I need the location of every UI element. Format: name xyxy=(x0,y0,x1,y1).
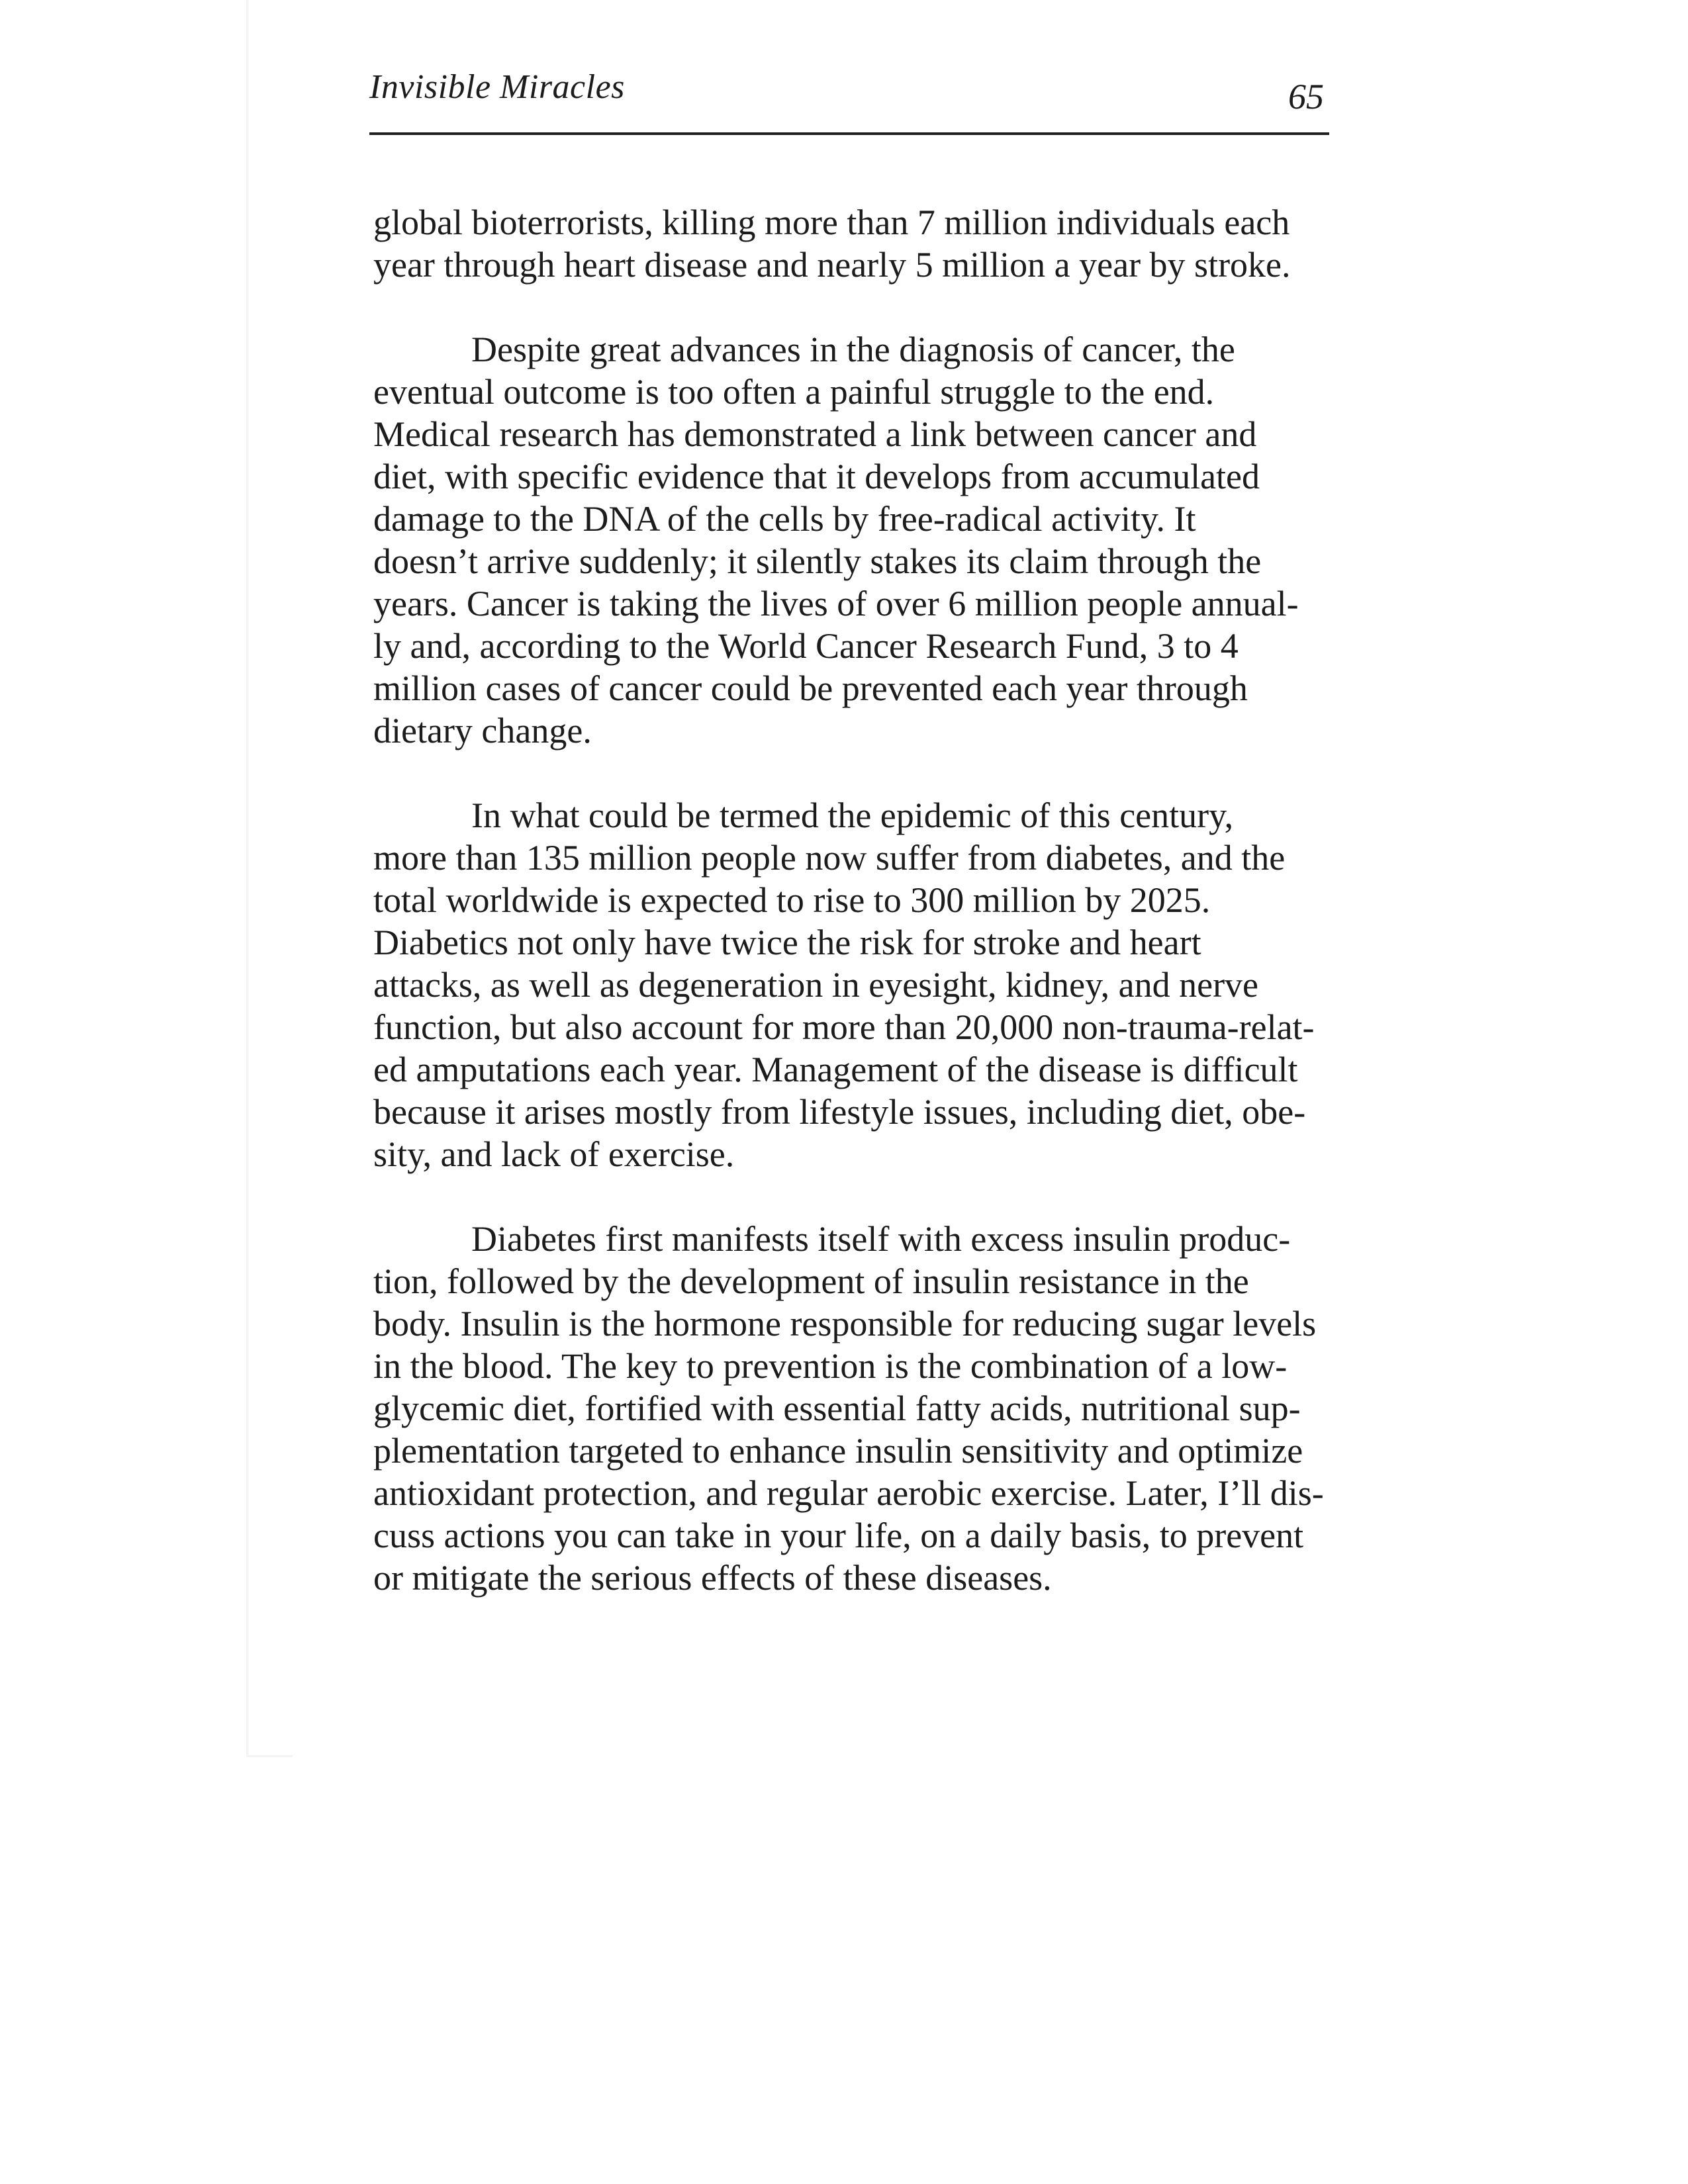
text-line: Medical research has demonstrated a link between cancer and xyxy=(373,414,1257,454)
running-header xyxy=(369,66,1329,135)
body-text xyxy=(369,201,1329,1599)
text-line: total worldwide is expected to rise to 300 million by 2025. xyxy=(373,880,1211,920)
text-line: antioxidant protection, and regular aerobic exercise. Later, I’ll dis- xyxy=(373,1473,1324,1513)
paragraph-2 xyxy=(373,328,1329,752)
text-line: Despite great advances in the diagnosis of cancer, the xyxy=(471,330,1235,369)
text-line: glycemic diet, fortified with essential fatty acids, nutritional sup- xyxy=(373,1388,1301,1428)
paragraph-4 xyxy=(373,1218,1329,1599)
running-title: Invisible Miracles xyxy=(369,68,625,106)
scan-shadow-edge xyxy=(246,0,249,1757)
book-page xyxy=(369,66,1329,1641)
scan-shadow-foot xyxy=(246,1755,293,1757)
page-number: 65 xyxy=(1288,77,1324,116)
text-line: years. Cancer is taking the lives of over 6 million people annual- xyxy=(373,584,1299,623)
text-line: or mitigate the serious effects of these diseases. xyxy=(373,1558,1052,1598)
paragraph-3 xyxy=(373,794,1329,1175)
text-line: more than 135 million people now suffer from diabetes, and the xyxy=(373,838,1286,878)
text-line: diet, with specific evidence that it develops from accumulated xyxy=(373,457,1260,496)
text-line: million cases of cancer could be prevented each year through xyxy=(373,668,1248,708)
text-line: function, but also account for more than 20,000 non-trauma-relat- xyxy=(373,1007,1315,1047)
text-line: global bioterrorists, killing more than 7 million individuals each xyxy=(373,203,1290,242)
text-line: attacks, as well as degeneration in eyesight, kidney, and nerve xyxy=(373,965,1259,1005)
text-line: ed amputations each year. Management of the disease is difficult xyxy=(373,1050,1298,1089)
text-line: In what could be termed the epidemic of this century, xyxy=(471,796,1234,835)
text-line: in the blood. The key to prevention is the combination of a low- xyxy=(373,1346,1288,1386)
text-line: cuss actions you can take in your life, on a daily basis, to prevent xyxy=(373,1516,1304,1555)
text-line: doesn’t arrive suddenly; it silently stakes its claim through the xyxy=(373,541,1262,581)
text-line: year through heart disease and nearly 5 million a year by stroke. xyxy=(373,245,1291,285)
text-line: body. Insulin is the hormone responsible for reducing sugar levels xyxy=(373,1304,1317,1343)
paragraph-1 xyxy=(373,201,1329,286)
text-line: sity, and lack of exercise. xyxy=(373,1134,735,1174)
text-line: Diabetes first manifests itself with excess insulin produc- xyxy=(471,1219,1291,1259)
text-line: tion, followed by the development of insulin resistance in the xyxy=(373,1261,1249,1301)
text-line: ly and, according to the World Cancer Research Fund, 3 to 4 xyxy=(373,626,1239,666)
text-line: dietary change. xyxy=(373,711,592,751)
text-line: plementation targeted to enhance insulin sensitivity and optimize xyxy=(373,1431,1303,1471)
text-line: eventual outcome is too often a painful struggle to the end. xyxy=(373,372,1215,412)
text-line: because it arises mostly from lifestyle issues, including diet, obe- xyxy=(373,1092,1306,1132)
text-line: Diabetics not only have twice the risk for stroke and heart xyxy=(373,923,1201,962)
text-line: damage to the DNA of the cells by free-radical activity. It xyxy=(373,499,1196,539)
